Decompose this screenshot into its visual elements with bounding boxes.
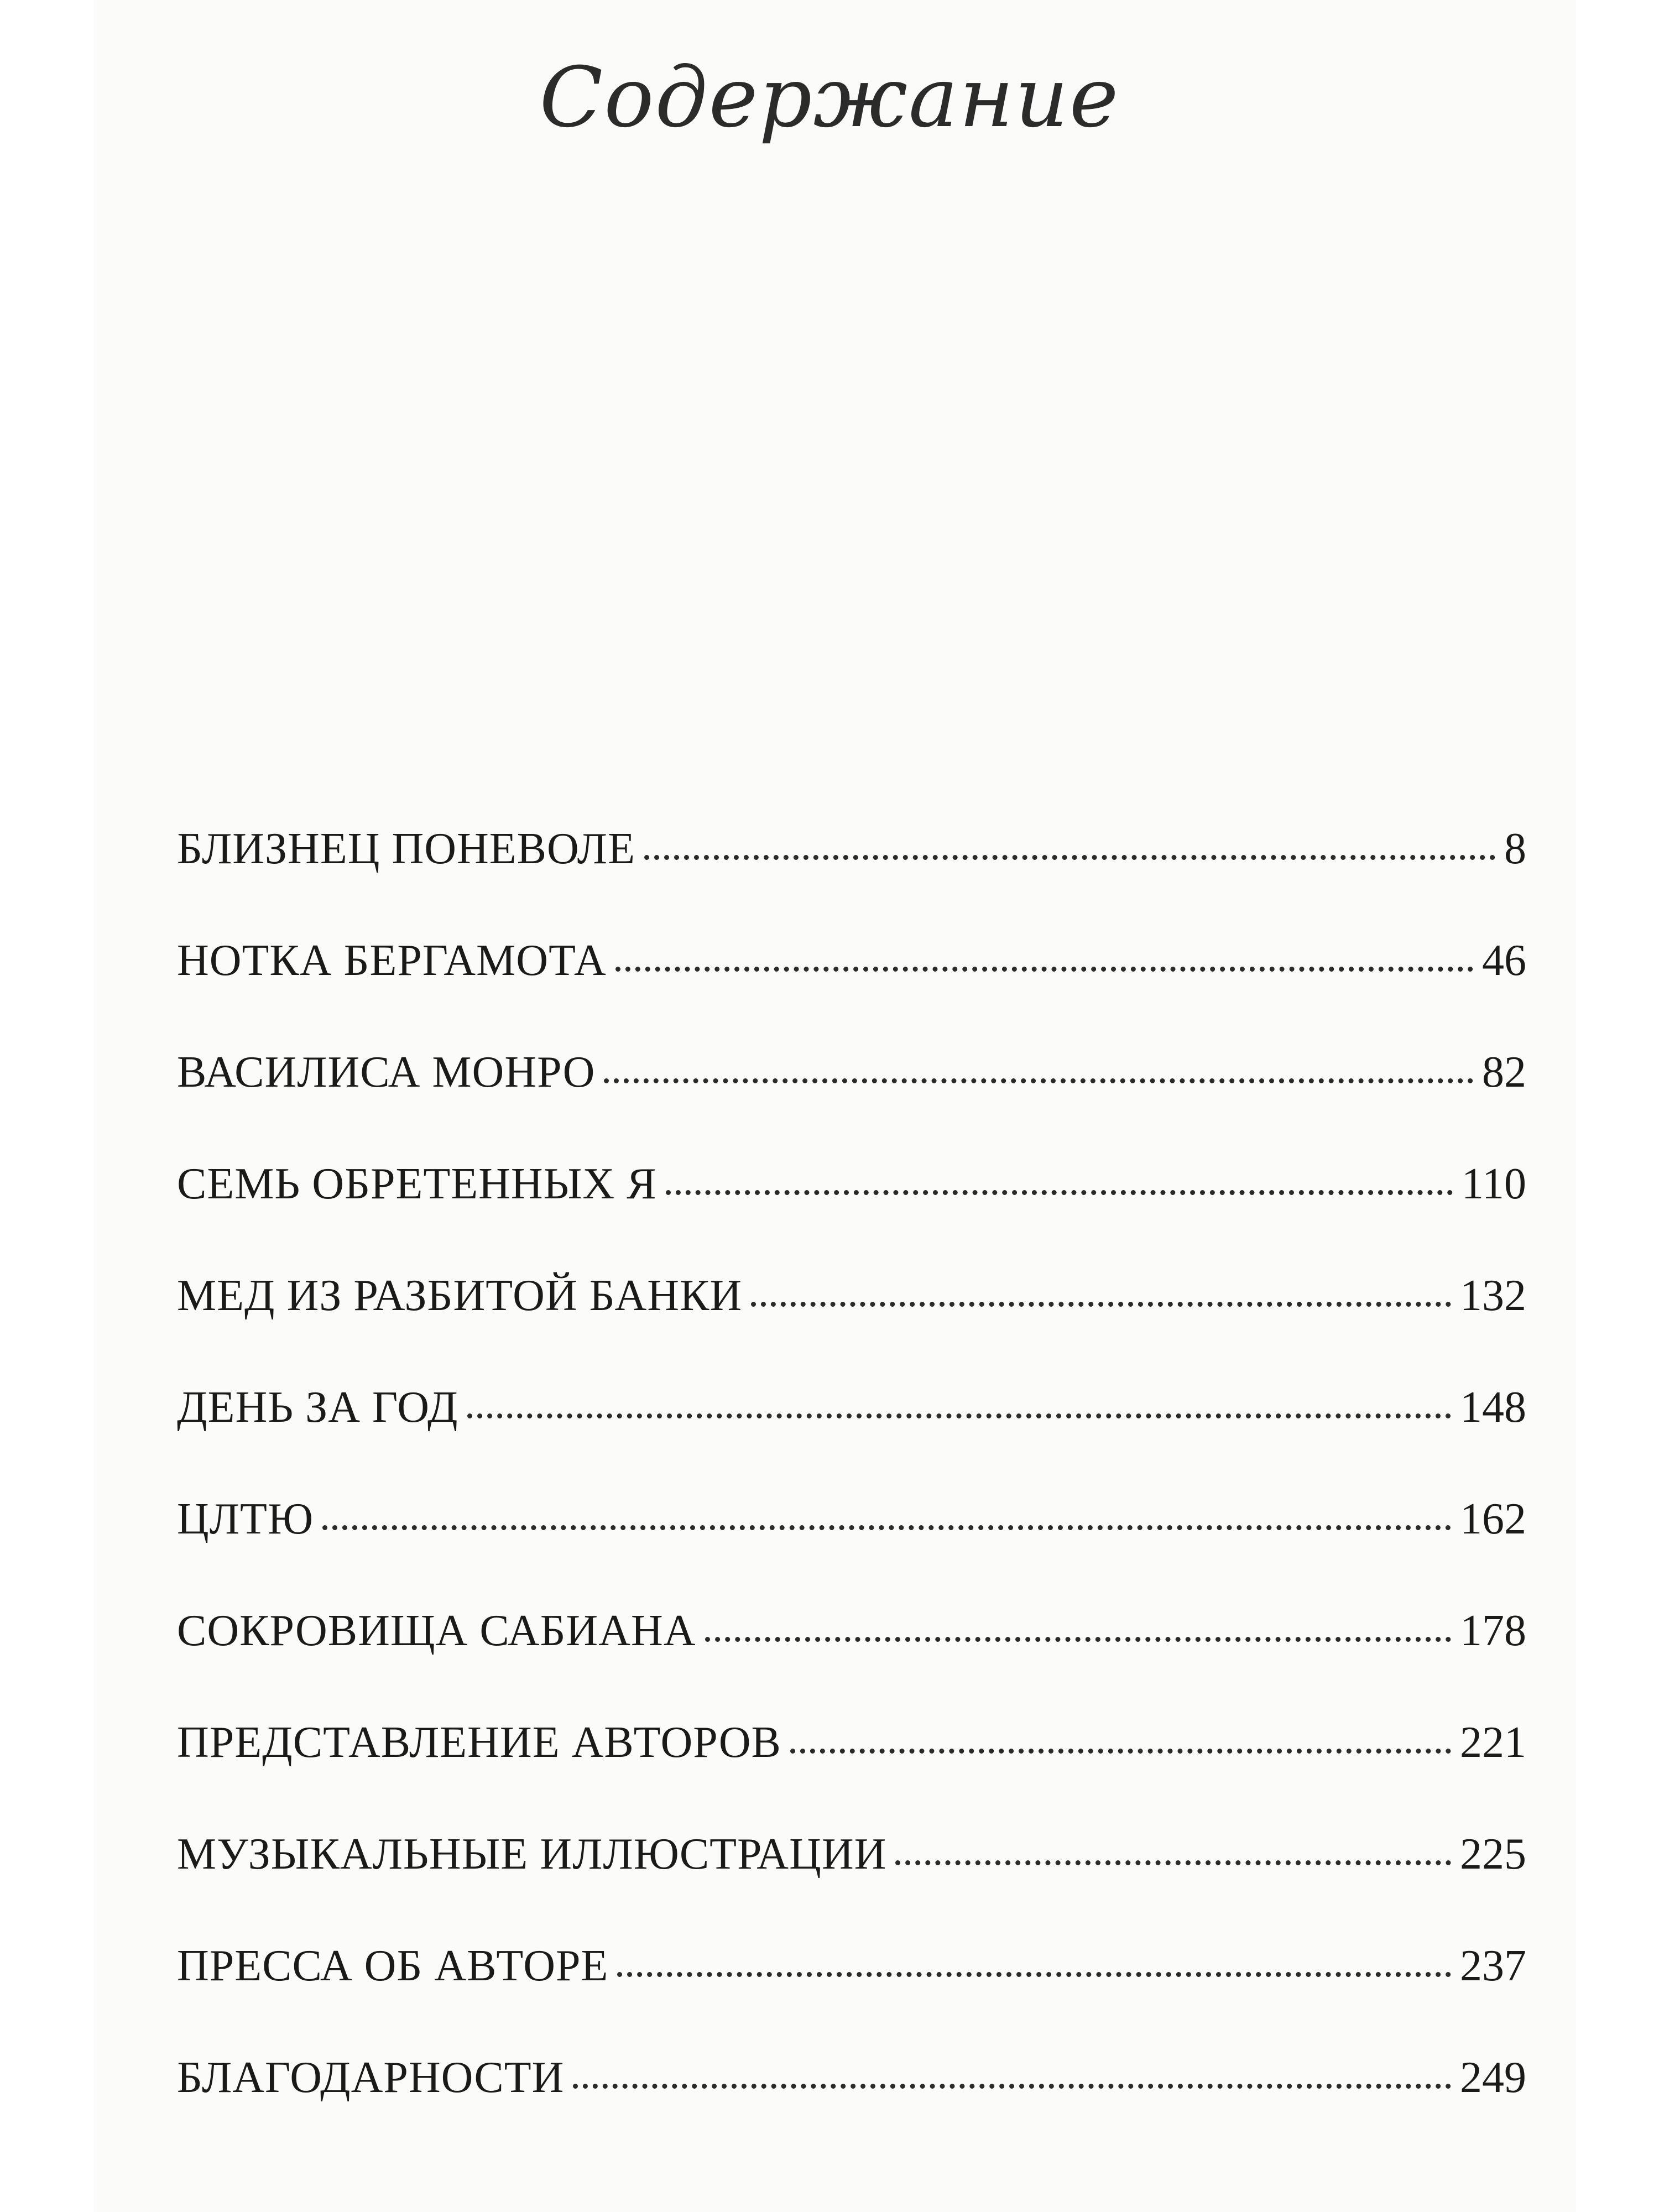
- toc-entry-page: 132: [1460, 1271, 1526, 1320]
- page-left-margin: [0, 0, 94, 2212]
- page-right-margin: [1576, 0, 1659, 2212]
- toc-entry-title: БЛАГОДАРНОСТИ: [177, 2053, 565, 2102]
- toc-entry: [177, 1829, 1526, 1941]
- toc-entry-title: МЕД ИЗ РАЗБИТОЙ БАНКИ: [177, 1271, 743, 1320]
- toc-entry: [177, 2053, 1526, 2164]
- toc-entry: [177, 1159, 1526, 1271]
- toc-entry-page: 82: [1482, 1048, 1526, 1097]
- table-of-contents: [177, 824, 1526, 2164]
- toc-entry-title: СОКРОВИЩА САБИАНА: [177, 1606, 696, 1655]
- toc-dot-leader: [322, 1525, 1451, 1530]
- toc-entry-page: 8: [1504, 825, 1526, 873]
- toc-entry: [177, 1047, 1526, 1159]
- toc-dot-leader: [467, 1413, 1451, 1418]
- toc-entry-title: СЕМЬ ОБРЕТЕННЫХ Я: [177, 1160, 657, 1208]
- toc-entry-title: ЦЛТЮ: [177, 1495, 314, 1543]
- toc-entry-page: 221: [1460, 1718, 1526, 1767]
- toc-entry-page: 237: [1460, 1942, 1526, 1990]
- toc-entry-page: 249: [1460, 2053, 1526, 2102]
- toc-dot-leader: [666, 1190, 1453, 1195]
- toc-dot-leader: [604, 1078, 1473, 1083]
- toc-dot-leader: [895, 1860, 1451, 1865]
- toc-entry: [177, 1718, 1526, 1829]
- toc-dot-leader: [617, 1972, 1451, 1977]
- toc-entry: [177, 1494, 1526, 1606]
- toc-entry: [177, 1271, 1526, 1383]
- toc-entry-page: 46: [1482, 936, 1526, 985]
- toc-entry-page: 162: [1460, 1495, 1526, 1543]
- toc-dot-leader: [573, 2084, 1451, 2089]
- toc-entry-title: МУЗЫКАЛЬНЫЕ ИЛЛЮСТРАЦИИ: [177, 1830, 887, 1879]
- toc-entry: [177, 1606, 1526, 1718]
- toc-entry-page: 225: [1460, 1830, 1526, 1879]
- toc-entry-title: ВАСИЛИСА МОНРО: [177, 1048, 596, 1097]
- toc-entry: [177, 1941, 1526, 2053]
- page-title: Содержание: [539, 50, 1120, 146]
- toc-dot-leader: [790, 1749, 1451, 1754]
- toc-entry-title: ПРЕССА ОБ АВТОРЕ: [177, 1942, 609, 1990]
- toc-dot-leader: [644, 855, 1495, 860]
- toc-entry: [177, 1383, 1526, 1494]
- toc-entry-page: 148: [1460, 1383, 1526, 1432]
- toc-dot-leader: [751, 1302, 1451, 1307]
- toc-entry-page: 178: [1460, 1606, 1526, 1655]
- toc-entry: [177, 936, 1526, 1047]
- toc-dot-leader: [615, 967, 1473, 972]
- toc-entry-page: 110: [1461, 1160, 1526, 1208]
- toc-entry-title: ПРЕДСТАВЛЕНИЕ АВТОРОВ: [177, 1718, 781, 1767]
- toc-entry-title: БЛИЗНЕЦ ПОНЕВОЛЕ: [177, 825, 635, 873]
- toc-dot-leader: [705, 1637, 1451, 1642]
- toc-entry-title: НОТКА БЕРГАМОТА: [177, 936, 607, 985]
- toc-entry-title: ДЕНЬ ЗА ГОД: [177, 1383, 458, 1432]
- toc-entry: [177, 824, 1526, 936]
